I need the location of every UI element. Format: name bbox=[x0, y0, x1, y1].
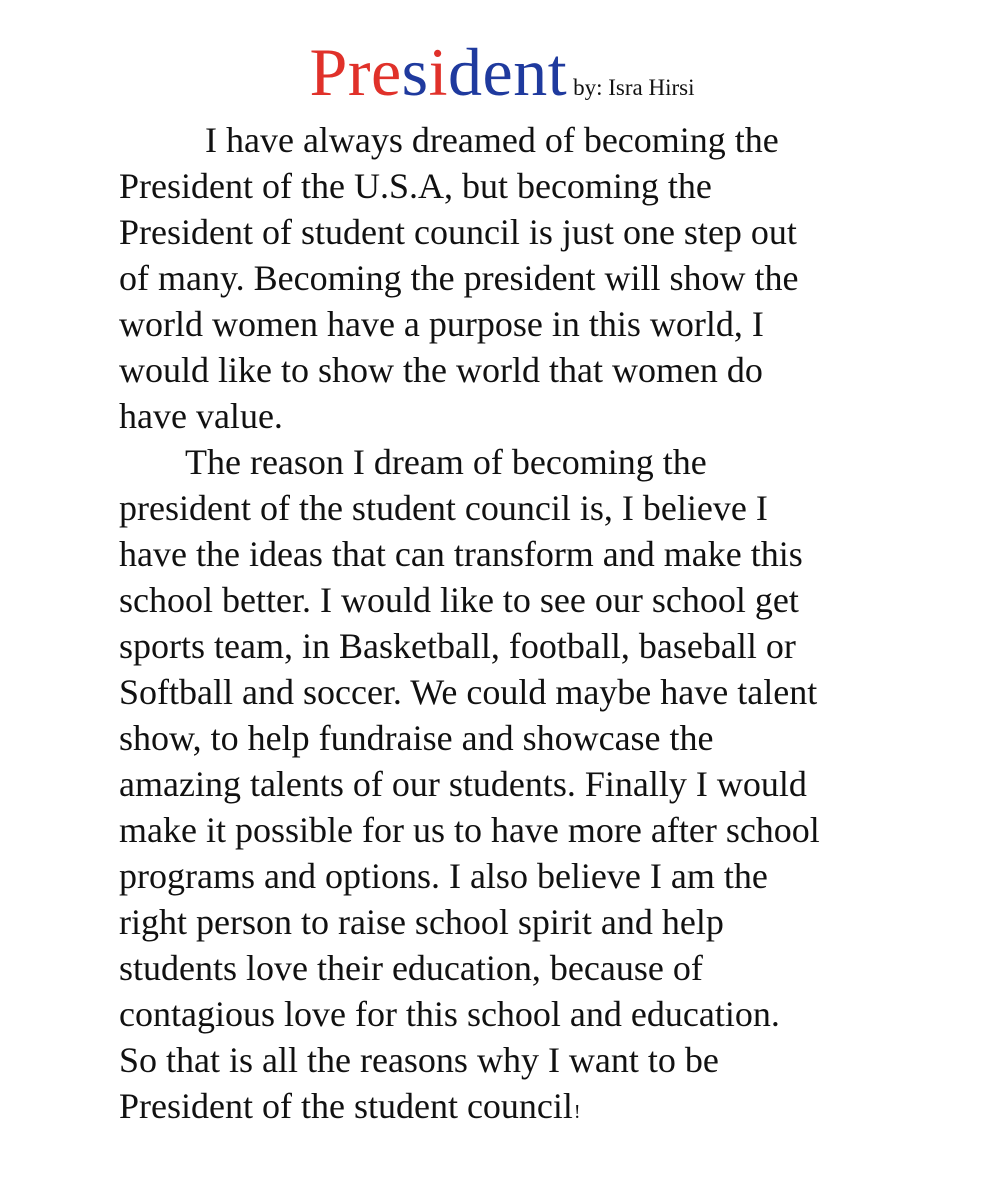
title-row bbox=[0, 34, 1004, 110]
page-title bbox=[310, 34, 568, 110]
text-line: have value. bbox=[119, 396, 283, 436]
text-line: President of the student council bbox=[119, 1086, 573, 1126]
title-segment: dent bbox=[448, 34, 568, 110]
title-segment: s bbox=[401, 34, 429, 110]
paragraph-1 bbox=[119, 117, 909, 439]
text-line: President of student council is just one step out bbox=[119, 212, 797, 252]
text-line: of many. Becoming the president will show the bbox=[119, 258, 799, 298]
title-segment: i bbox=[428, 34, 449, 110]
text-line: show, to help fundraise and showcase the bbox=[119, 718, 714, 758]
text-line: President of the U.S.A, but becoming the bbox=[119, 166, 712, 206]
text-line: right person to raise school spirit and help bbox=[119, 902, 724, 942]
text-line: So that is all the reasons why I want to be bbox=[119, 1040, 719, 1080]
text-line: I have always dreamed of becoming the bbox=[205, 120, 779, 160]
author-byline: by: Isra Hirsi bbox=[573, 75, 695, 100]
text-line: sports team, in Basketball, football, baseball or bbox=[119, 626, 796, 666]
paragraph-2 bbox=[119, 439, 909, 1135]
ending-exclamation: ! bbox=[573, 1101, 581, 1123]
text-line: amazing talents of our students. Finally I would bbox=[119, 764, 807, 804]
text-line: make it possible for us to have more after school bbox=[119, 810, 820, 850]
text-line: would like to show the world that women do bbox=[119, 350, 763, 390]
text-line: world women have a purpose in this world, I bbox=[119, 304, 764, 344]
text-line: Softball and soccer. We could maybe have talent bbox=[119, 672, 818, 712]
text-line: have the ideas that can transform and make this bbox=[119, 534, 803, 574]
essay-body bbox=[119, 117, 909, 1135]
text-line: contagious love for this school and education. bbox=[119, 994, 780, 1034]
text-line: students love their education, because of bbox=[119, 948, 703, 988]
text-line: president of the student council is, I believe I bbox=[119, 488, 768, 528]
title-segment: Pre bbox=[309, 34, 402, 110]
text-line: school better. I would like to see our school get bbox=[119, 580, 799, 620]
text-line: programs and options. I also believe I am the bbox=[119, 856, 768, 896]
text-line: The reason I dream of becoming the bbox=[185, 442, 707, 482]
